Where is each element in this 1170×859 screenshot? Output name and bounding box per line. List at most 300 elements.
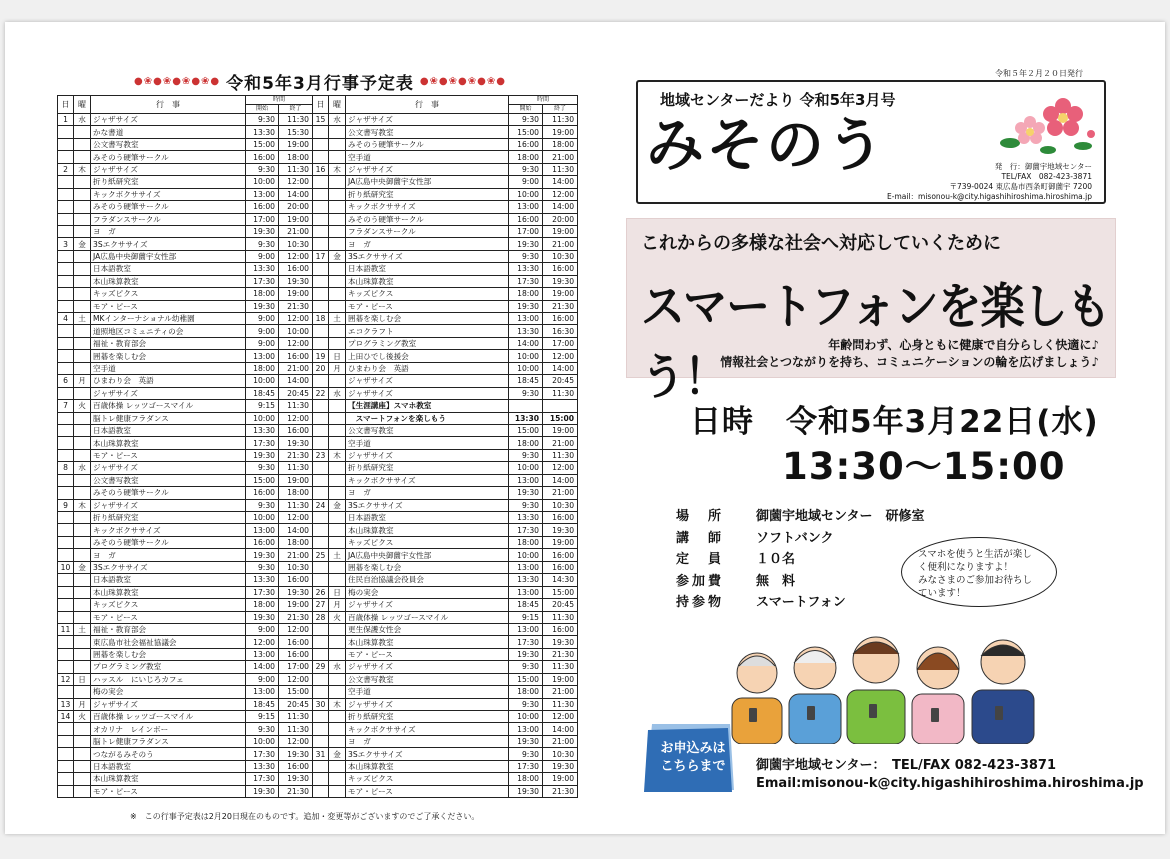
end-time-cell: 12:00 bbox=[543, 711, 578, 723]
end-time-cell: 11:30 bbox=[279, 163, 313, 175]
detail-key: 場 所 bbox=[676, 509, 725, 525]
weekday-cell bbox=[329, 686, 346, 698]
start-time-cell: 9:00 bbox=[246, 337, 279, 349]
event-cell: ヨ ガ bbox=[346, 238, 509, 250]
end-time-cell: 12:00 bbox=[279, 735, 313, 747]
weekday-cell bbox=[329, 711, 346, 723]
table-row bbox=[58, 623, 578, 635]
masthead bbox=[636, 80, 1106, 204]
event-cell: 公文書写教室 bbox=[346, 673, 509, 685]
end-time-cell: 16:30 bbox=[543, 325, 578, 337]
event-cell: キックボクササイズ bbox=[346, 201, 509, 213]
end-time-cell: 12:00 bbox=[279, 250, 313, 262]
event-date: 日時 令和5年3月22日(水) bbox=[690, 404, 1099, 440]
event-cell: モア・ピース bbox=[346, 785, 509, 797]
end-time-cell: 16:00 bbox=[279, 636, 313, 648]
end-time-cell: 14:00 bbox=[543, 176, 578, 188]
weekday-cell bbox=[329, 487, 346, 499]
plum-blossom-icon bbox=[988, 88, 1103, 158]
table-row bbox=[58, 263, 578, 275]
event-cell: フラダンスサークル bbox=[91, 213, 246, 225]
start-time-cell: 9:00 bbox=[246, 250, 279, 262]
weekday-cell bbox=[74, 188, 91, 200]
weekday-cell bbox=[74, 300, 91, 312]
header-start: 開始 bbox=[509, 105, 543, 114]
weekday-cell: 火 bbox=[74, 400, 91, 412]
day-cell bbox=[58, 126, 74, 138]
event-cell: 空手道 bbox=[346, 686, 509, 698]
weekday-cell bbox=[74, 785, 91, 797]
publisher-address: 〒739-0024 東広島市西条町御薗宇 7200 bbox=[949, 182, 1092, 191]
event-cell: 日本語教室 bbox=[91, 263, 246, 275]
day-cell: 19 bbox=[313, 350, 329, 362]
weekday-cell: 水 bbox=[329, 387, 346, 399]
end-time-cell: 16:00 bbox=[279, 350, 313, 362]
doll-decoration-icon: ●❀●❀●❀●❀● bbox=[419, 75, 506, 87]
weekday-cell bbox=[74, 387, 91, 399]
table-row bbox=[58, 599, 578, 611]
start-time-cell: 18:00 bbox=[509, 288, 543, 300]
event-cell: 日本語教室 bbox=[346, 263, 509, 275]
start-time-cell: 9:30 bbox=[509, 499, 543, 511]
start-time-cell: 9:30 bbox=[246, 499, 279, 511]
event-cell: 空手道 bbox=[346, 151, 509, 163]
day-cell bbox=[58, 723, 74, 735]
start-time-cell: 13:30 bbox=[509, 412, 543, 424]
start-time-cell: 18:00 bbox=[509, 151, 543, 163]
start-time-cell: 13:30 bbox=[509, 325, 543, 337]
start-time-cell: 9:00 bbox=[246, 325, 279, 337]
start-time-cell: 9:15 bbox=[246, 711, 279, 723]
event-cell: ヨ ガ bbox=[91, 225, 246, 237]
event-cell: JA広島中央御薗宇女性部 bbox=[91, 250, 246, 262]
table-row bbox=[58, 325, 578, 337]
table-row bbox=[58, 686, 578, 698]
day-cell bbox=[58, 773, 74, 785]
end-time-cell: 11:30 bbox=[543, 661, 578, 673]
smartphone-banner bbox=[626, 218, 1116, 406]
weekday-cell bbox=[74, 176, 91, 188]
event-cell: キッズピクス bbox=[346, 536, 509, 548]
event-cell: 囲碁を楽しむ会 bbox=[91, 648, 246, 660]
start-time-cell: 10:00 bbox=[509, 350, 543, 362]
weekday-cell bbox=[74, 138, 91, 150]
start-time-cell: 9:00 bbox=[246, 623, 279, 635]
end-time-cell: 11:30 bbox=[543, 611, 578, 623]
header-weekday: 曜 bbox=[74, 96, 91, 114]
detail-row bbox=[676, 526, 924, 548]
start-time-cell: 16:00 bbox=[509, 213, 543, 225]
event-details bbox=[676, 504, 924, 612]
event-cell: みそのう硬筆サークル bbox=[91, 536, 246, 548]
issue-date: 令和５年２月２０日発行 bbox=[995, 69, 1083, 78]
weekday-cell bbox=[329, 636, 346, 648]
start-time-cell: 17:30 bbox=[246, 586, 279, 598]
weekday-cell: 月 bbox=[74, 698, 91, 710]
day-cell bbox=[313, 238, 329, 250]
event-cell: 日本語教室 bbox=[346, 512, 509, 524]
weekday-cell bbox=[329, 288, 346, 300]
event-cell: 本山珠算教室 bbox=[91, 437, 246, 449]
start-time-cell: 18:00 bbox=[509, 686, 543, 698]
start-time-cell: 15:00 bbox=[246, 138, 279, 150]
weekday-cell: 土 bbox=[74, 623, 91, 635]
day-cell: 3 bbox=[58, 238, 74, 250]
end-time-cell: 12:00 bbox=[279, 512, 313, 524]
weekday-cell: 土 bbox=[74, 313, 91, 325]
weekday-cell: 日 bbox=[74, 673, 91, 685]
detail-key: 定 員 bbox=[676, 552, 725, 568]
end-time-cell bbox=[543, 400, 578, 412]
start-time-cell: 15:00 bbox=[509, 673, 543, 685]
end-time-cell: 16:00 bbox=[279, 648, 313, 660]
day-cell bbox=[313, 437, 329, 449]
event-cell: ジャザサイズ bbox=[346, 375, 509, 387]
end-time-cell: 11:30 bbox=[279, 462, 313, 474]
end-time-cell: 11:30 bbox=[543, 387, 578, 399]
bubble-line: スマホを使うと生活が楽し bbox=[918, 549, 1032, 560]
event-cell: 空手道 bbox=[91, 362, 246, 374]
weekday-cell bbox=[329, 561, 346, 573]
end-time-cell: 12:00 bbox=[279, 412, 313, 424]
end-time-cell: 19:00 bbox=[279, 213, 313, 225]
schedule-table bbox=[57, 95, 578, 798]
weekday-cell: 日 bbox=[329, 586, 346, 598]
day-cell bbox=[58, 263, 74, 275]
table-row bbox=[58, 387, 578, 399]
day-cell bbox=[313, 424, 329, 436]
event-cell: モア・ピース bbox=[91, 300, 246, 312]
weekday-cell bbox=[329, 673, 346, 685]
start-time-cell: 19:30 bbox=[246, 225, 279, 237]
start-time-cell: 18:45 bbox=[509, 375, 543, 387]
weekday-cell bbox=[74, 487, 91, 499]
day-cell: 24 bbox=[313, 499, 329, 511]
start-time-cell: 9:00 bbox=[246, 673, 279, 685]
day-cell bbox=[58, 686, 74, 698]
weekday-cell: 金 bbox=[329, 748, 346, 760]
weekday-cell bbox=[74, 636, 91, 648]
event-cell: 本山珠算教室 bbox=[346, 760, 509, 772]
day-cell bbox=[313, 126, 329, 138]
event-cell: モア・ピース bbox=[346, 300, 509, 312]
event-cell: 3Sエクササイズ bbox=[91, 238, 246, 250]
end-time-cell: 16:00 bbox=[543, 549, 578, 561]
header-day: 日 bbox=[58, 96, 74, 114]
weekday-cell bbox=[329, 275, 346, 287]
day-cell: 1 bbox=[58, 114, 74, 126]
end-time-cell: 18:00 bbox=[543, 138, 578, 150]
masthead-subtitle: 地域センターだより 令和5年3月号 bbox=[660, 91, 896, 109]
day-cell bbox=[313, 686, 329, 698]
table-row bbox=[58, 723, 578, 735]
start-time-cell: 13:30 bbox=[246, 424, 279, 436]
table-row bbox=[58, 375, 578, 387]
event-cell: かな書道 bbox=[91, 126, 246, 138]
end-time-cell: 16:00 bbox=[279, 574, 313, 586]
end-time-cell: 12:00 bbox=[279, 337, 313, 349]
start-time-cell: 16:00 bbox=[246, 536, 279, 548]
event-cell: 【生涯講座】スマホ教室 bbox=[346, 400, 509, 412]
event-cell: モア・ピース bbox=[346, 648, 509, 660]
table-row bbox=[58, 138, 578, 150]
weekday-cell bbox=[329, 760, 346, 772]
event-cell: ジャザサイズ bbox=[346, 163, 509, 175]
start-time-cell: 17:30 bbox=[509, 760, 543, 772]
weekday-cell bbox=[329, 474, 346, 486]
event-cell: みそのう硬筆サークル bbox=[91, 487, 246, 499]
weekday-cell bbox=[74, 686, 91, 698]
header-end: 終了 bbox=[279, 105, 313, 114]
header-start: 開始 bbox=[246, 105, 279, 114]
start-time-cell: 13:30 bbox=[509, 263, 543, 275]
start-time-cell: 13:30 bbox=[509, 574, 543, 586]
end-time-cell: 14:30 bbox=[543, 574, 578, 586]
day-cell bbox=[313, 524, 329, 536]
start-time-cell: 13:00 bbox=[246, 686, 279, 698]
weekday-cell bbox=[74, 350, 91, 362]
start-time-cell: 9:30 bbox=[246, 238, 279, 250]
event-cell: つながるみそのう bbox=[91, 748, 246, 760]
event-cell: 折り紙研究室 bbox=[346, 711, 509, 723]
event-cell: 住民自治協議会役員会 bbox=[346, 574, 509, 586]
end-time-cell: 21:30 bbox=[279, 449, 313, 461]
table-row bbox=[58, 313, 578, 325]
event-cell: ジャザサイズ bbox=[346, 114, 509, 126]
day-cell: 31 bbox=[313, 748, 329, 760]
event-cell: 3Sエクササイズ bbox=[91, 561, 246, 573]
weekday-cell: 金 bbox=[74, 238, 91, 250]
end-time-cell: 11:30 bbox=[279, 400, 313, 412]
end-time-cell: 19:30 bbox=[279, 275, 313, 287]
start-time-cell: 18:00 bbox=[509, 536, 543, 548]
end-time-cell: 11:30 bbox=[543, 114, 578, 126]
start-time-cell: 10:00 bbox=[509, 362, 543, 374]
day-cell bbox=[313, 225, 329, 237]
weekday-cell: 木 bbox=[329, 698, 346, 710]
start-time-cell: 19:30 bbox=[509, 648, 543, 660]
event-cell: モア・ピース bbox=[91, 449, 246, 461]
table-row bbox=[58, 711, 578, 723]
end-time-cell: 19:00 bbox=[543, 288, 578, 300]
start-time-cell: 9:30 bbox=[509, 661, 543, 673]
end-time-cell: 12:00 bbox=[279, 623, 313, 635]
event-cell: キックボクササイズ bbox=[346, 723, 509, 735]
event-cell: 脳トレ健康フラダンス bbox=[91, 412, 246, 424]
start-time-cell: 15:00 bbox=[509, 424, 543, 436]
event-cell: 公文書写教室 bbox=[346, 424, 509, 436]
event-cell: 本山珠算教室 bbox=[91, 586, 246, 598]
end-time-cell: 12:00 bbox=[543, 462, 578, 474]
event-cell: 道照地区コミュニティの会 bbox=[91, 325, 246, 337]
day-cell bbox=[313, 263, 329, 275]
start-time-cell: 9:30 bbox=[509, 114, 543, 126]
weekday-cell bbox=[329, 437, 346, 449]
day-cell bbox=[58, 648, 74, 660]
header-event: 行 事 bbox=[346, 96, 509, 114]
event-cell: 百歳体操 レッツゴースマイル bbox=[91, 400, 246, 412]
weekday-cell bbox=[74, 126, 91, 138]
weekday-cell: 火 bbox=[74, 711, 91, 723]
start-time-cell: 13:30 bbox=[246, 126, 279, 138]
start-time-cell: 9:30 bbox=[509, 163, 543, 175]
event-cell: モア・ピース bbox=[91, 785, 246, 797]
event-cell: MKインターナショナル幼稚園 bbox=[91, 313, 246, 325]
start-time-cell: 15:00 bbox=[246, 474, 279, 486]
weekday-cell bbox=[329, 424, 346, 436]
end-time-cell: 21:00 bbox=[543, 487, 578, 499]
day-cell bbox=[58, 213, 74, 225]
end-time-cell: 21:30 bbox=[543, 648, 578, 660]
publisher: 発 行：御薗宇地域センター bbox=[994, 162, 1092, 171]
start-time-cell: 19:30 bbox=[246, 300, 279, 312]
day-cell bbox=[313, 487, 329, 499]
table-row bbox=[58, 201, 578, 213]
contact-info bbox=[756, 757, 1144, 793]
day-cell bbox=[58, 599, 74, 611]
weekday-cell bbox=[329, 773, 346, 785]
event-cell: スマートフォンを楽しもう bbox=[346, 412, 509, 424]
event-cell: 囲碁を楽しむ会 bbox=[346, 313, 509, 325]
start-time-cell: 13:30 bbox=[246, 760, 279, 772]
start-time-cell: 15:00 bbox=[509, 126, 543, 138]
day-cell: 30 bbox=[313, 698, 329, 710]
day-cell bbox=[313, 636, 329, 648]
event-cell: ヨ ガ bbox=[91, 549, 246, 561]
start-time-cell: 13:00 bbox=[509, 201, 543, 213]
table-row bbox=[58, 735, 578, 747]
start-time-cell: 9:30 bbox=[246, 723, 279, 735]
table-row bbox=[58, 250, 578, 262]
end-time-cell: 19:30 bbox=[543, 760, 578, 772]
table-row bbox=[58, 337, 578, 349]
event-cell: モア・ピース bbox=[91, 611, 246, 623]
start-time-cell: 18:45 bbox=[246, 698, 279, 710]
start-time-cell: 9:00 bbox=[509, 176, 543, 188]
day-cell bbox=[58, 487, 74, 499]
end-time-cell: 14:00 bbox=[543, 201, 578, 213]
event-cell: 梅の実会 bbox=[346, 586, 509, 598]
banner-lead: これからの多様な社会へ対応していくために bbox=[641, 233, 1001, 254]
people-with-smartphones-illustration bbox=[727, 628, 1042, 744]
detail-value: １０名 bbox=[756, 552, 796, 568]
day-cell bbox=[313, 785, 329, 797]
day-cell bbox=[58, 201, 74, 213]
day-cell bbox=[313, 574, 329, 586]
end-time-cell: 21:00 bbox=[279, 362, 313, 374]
end-time-cell: 11:30 bbox=[279, 114, 313, 126]
weekday-cell bbox=[74, 574, 91, 586]
table-row bbox=[58, 611, 578, 623]
start-time-cell bbox=[509, 400, 543, 412]
day-cell bbox=[58, 176, 74, 188]
day-cell bbox=[313, 412, 329, 424]
table-row bbox=[58, 773, 578, 785]
weekday-cell bbox=[329, 238, 346, 250]
table-row bbox=[58, 114, 578, 126]
end-time-cell: 19:30 bbox=[543, 636, 578, 648]
header-weekday: 曜 bbox=[329, 96, 346, 114]
weekday-cell bbox=[329, 201, 346, 213]
day-cell bbox=[58, 151, 74, 163]
bubble-line: ています！ bbox=[918, 588, 966, 599]
day-cell bbox=[313, 337, 329, 349]
end-time-cell: 21:00 bbox=[279, 225, 313, 237]
event-cell: ジャザサイズ bbox=[91, 387, 246, 399]
day-cell bbox=[58, 350, 74, 362]
end-time-cell: 11:30 bbox=[543, 163, 578, 175]
day-cell bbox=[313, 474, 329, 486]
end-time-cell: 19:00 bbox=[543, 225, 578, 237]
day-cell bbox=[58, 748, 74, 760]
start-time-cell: 13:00 bbox=[509, 561, 543, 573]
event-cell: みそのう硬筆サークル bbox=[91, 151, 246, 163]
end-time-cell: 10:30 bbox=[543, 250, 578, 262]
end-time-cell: 11:30 bbox=[279, 499, 313, 511]
day-cell: 4 bbox=[58, 313, 74, 325]
weekday-cell: 木 bbox=[74, 163, 91, 175]
day-cell bbox=[313, 673, 329, 685]
day-cell bbox=[58, 760, 74, 772]
weekday-cell bbox=[74, 735, 91, 747]
day-cell: 26 bbox=[313, 586, 329, 598]
weekday-cell bbox=[74, 611, 91, 623]
event-cell: 本山珠算教室 bbox=[346, 524, 509, 536]
day-cell bbox=[58, 337, 74, 349]
weekday-cell bbox=[74, 225, 91, 237]
detail-row bbox=[676, 590, 924, 612]
speech-bubble bbox=[901, 537, 1057, 607]
weekday-cell bbox=[329, 785, 346, 797]
weekday-cell bbox=[74, 549, 91, 561]
start-time-cell: 18:00 bbox=[246, 599, 279, 611]
day-cell bbox=[313, 151, 329, 163]
event-cell: ヨ ガ bbox=[346, 735, 509, 747]
detail-value: スマートフォン bbox=[756, 595, 846, 611]
day-cell bbox=[58, 611, 74, 623]
event-cell: ハッスル にいじろカフェ bbox=[91, 673, 246, 685]
end-time-cell: 19:00 bbox=[543, 673, 578, 685]
day-cell bbox=[313, 176, 329, 188]
day-cell: 20 bbox=[313, 362, 329, 374]
start-time-cell: 19:30 bbox=[509, 735, 543, 747]
end-time-cell: 20:00 bbox=[279, 201, 313, 213]
weekday-cell bbox=[74, 275, 91, 287]
detail-key: 参加費 bbox=[676, 573, 725, 589]
end-time-cell: 12:00 bbox=[543, 188, 578, 200]
day-cell: 17 bbox=[313, 250, 329, 262]
event-cell: JA広島中央御薗宇女性部 bbox=[346, 176, 509, 188]
table-row bbox=[58, 288, 578, 300]
day-cell bbox=[313, 213, 329, 225]
event-cell: エコクラフト bbox=[346, 325, 509, 337]
day-cell: 16 bbox=[313, 163, 329, 175]
start-time-cell: 17:30 bbox=[246, 773, 279, 785]
end-time-cell: 18:00 bbox=[279, 487, 313, 499]
weekday-cell: 金 bbox=[74, 561, 91, 573]
weekday-cell bbox=[329, 574, 346, 586]
day-cell bbox=[58, 449, 74, 461]
header-time: 時間 bbox=[246, 96, 313, 105]
day-cell bbox=[313, 648, 329, 660]
event-cell: キックボクササイズ bbox=[91, 524, 246, 536]
weekday-cell bbox=[329, 138, 346, 150]
start-time-cell: 19:30 bbox=[509, 238, 543, 250]
day-cell: 2 bbox=[58, 163, 74, 175]
event-cell: 福祉・教育部会 bbox=[91, 337, 246, 349]
end-time-cell: 19:30 bbox=[543, 275, 578, 287]
day-cell bbox=[313, 138, 329, 150]
